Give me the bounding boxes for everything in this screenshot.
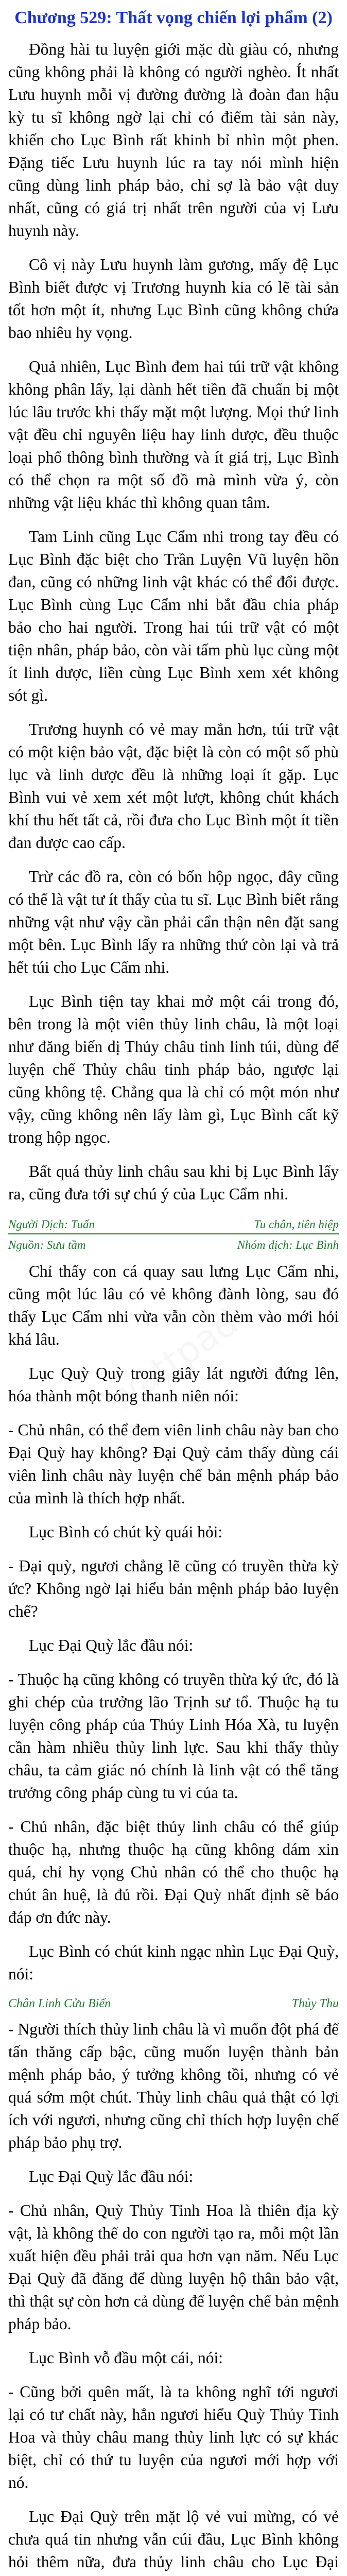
paragraph: - Đại quỳ, ngươi chẳng lẽ cũng có truyền thừa kỳ ức? Không ngờ lại hiểu bản mệnh pháp bảo luyện chế?: [8, 1557, 339, 1620]
paragraph: Cô vị này Lưu huynh làm gương, mấy đệ Lục Bình biết được vị Trương huynh kia có lẽ tài sản tốt hơn một ít, nhưng Lục Bình cũng không chứa bao nhiêu hy vọng.: [8, 256, 339, 342]
paragraph: Lục Đại Quỳ trên mặt lộ vẻ vui mừng, có vẻ chưa quá tin nhưng vẫn cúi đầu, Lục Bình không hỏi thêm nữa, đưa thủy linh châu cho Lục Đại: [8, 2507, 339, 2571]
paragraph: Quả nhiên, Lục Bình đem hai túi trữ vật không không phân lấy, lại dành hết tiền đã chuẩn bị một lúc lâu trước khi thấy mặt một lượng. Mọi thứ linh vật đều chỉ nguyên liệu hay linh dược, đều thuộc loại phổ thông bình thường và ít giá trị, Lục Bình có thể chọn ra một số đồ mà mình vừa ý, còn những vật liệu khác thì không quan tâm.: [8, 358, 339, 512]
paragraph: Lục Đại Quỳ lắc đầu nói:: [29, 1636, 194, 1654]
paragraph: Lục Bình có chút kinh ngạc nhìn Lục Đại Quỳ, nói:: [8, 1942, 339, 1983]
paragraph: - Cũng bởi quên mất, là ta không nghĩ tới ngươi lại có tư chất này, hẳn ngươi hiểu Quỳ Thủy Tinh Hoa và thủy châu mang thủy linh lực có sự khác biệt, chỉ có thứ tu luyện của ngươi mới hợp với nó.: [8, 2383, 339, 2492]
paragraph: Chỉ thấy con cá quay sau lưng Lục Cẩm nhi, cũng một lúc lâu có vẻ không đành lòng, sau đó thấy Lục Cẩm nhi vừa vẫn còn thèm vào mới hỏi khá lâu.: [8, 1262, 339, 1348]
paragraph: Lục Bình tiện tay khai mở một cái trong đó, bên trong là một viên thủy linh châu, là một loại như đăng biến dị Thủy châu tinh linh túi, dùng để luyện chế Thủy châu tinh pháp bảo, ngược lại cũng không tệ. Chẳng qua là chỉ có một món như vậy, cũng không nên lấy làm gì, Lục Bình cất kỹ trong hộp ngọc.: [8, 992, 339, 1146]
paragraph: Đồng hài tu luyện giới mặc dù giàu có, nhưng cũng không phải là không có người nghèo. Ít nhất Lưu huynh mỗi vị đường đường là đoàn đan hậu kỳ tu sĩ không ngờ lại chỉ có điểm tài sản này, khiến cho Lục Bình rất khinh bỉ nhìn một phen. Đặng tiếc Lưu huynh lúc ra tay nói mình hiện cũng dùng linh pháp bảo, chỉ sợ là bảo vật duy nhất, cũng có giá trị nhất trên người của vị Lưu huynh này.: [8, 40, 339, 240]
book-author: Thủy Thu: [291, 1997, 339, 2010]
paragraph: Lục Đại Quỳ lắc đầu nói:: [29, 2167, 194, 2185]
paragraph: Trừ các đồ ra, còn có bốn hộp ngọc, đây cũng có thể là vật tư ít thấy của tu sĩ. Lục Bình biết rằng những vật như vậy cần phải cẩn thận nên đặt sang một bên. Lục Bình lấy ra những thứ còn lại và trả hết túi cho Lục Cẩm nhi.: [8, 868, 339, 976]
paragraph: - Chủ nhân, đặc biệt thủy linh châu có thể giúp thuộc hạ, nhưng thuộc hạ cũng không dám xin quá, chỉ hy vọng Chủ nhân có thể cho thuộc hạ chút ân huệ, là đủ rồi. Đại Quỳ nhất định sẽ báo đáp ơn đức này.: [8, 1818, 339, 1926]
paragraph: - Chủ nhân, Quỳ Thủy Tinh Hoa là thiên địa kỳ vật, là không thể do con người tạo ra, mỗi một lần xuất hiện đều phải trải qua hơn vạn năm. Nếu Lục Đại Quỳ đã đăng để dùng luyện hộ thân bảo vật, thì thật sự còn hơn cả dùng để luyện chế bản mệnh pháp bảo.: [8, 2201, 339, 2333]
source-credit: Nguồn: Sưu tầm: [8, 1239, 86, 1251]
credits-top: [8, 1217, 339, 1234]
paragraph: Bất quá thủy linh châu sau khi bị Lục Bình lấy ra, cũng đưa tới sự chú ý của Lục Cẩm nhi.: [8, 1162, 339, 1203]
paragraph: Lục Bình vỗ đầu một cái, nói:: [29, 2349, 223, 2367]
book-title: Chân Linh Cửu Biến: [8, 1997, 111, 2010]
chapter-title: Chương 529: Thất vọng chiến lợi phẩm (2): [14, 8, 333, 27]
translator-credit: Người Dịch: Tuấn: [8, 1218, 95, 1231]
book-credits: [8, 1997, 339, 2011]
section-b: [8, 1260, 339, 1986]
section-a: [8, 38, 339, 1206]
paragraph: Lục Bình có chút kỳ quái hỏi:: [29, 1523, 223, 1541]
paragraph: Tam Linh cũng Lục Cẩm nhi trong tay đều có Lục Bình đặc biệt cho Trần Luyện Vũ luyện hồn đan, cũng có những linh vật khác có thể đổi được. Lục Bình cùng Lục Cẩm nhi bắt đầu chia pháp bảo cho hai người. Trong hai túi trữ vật có một tiện nhân, pháp bảo, còn vài tấm phù lục cùng một ít linh dược, liền cùng Lục Bình xem xét không sót gì.: [8, 528, 339, 704]
credits-sub: [8, 1238, 339, 1253]
paragraph: Lục Quỳ Quỳ trong giây lát người đứng lên, hóa thành một bóng thanh niên nói:: [8, 1364, 339, 1405]
paragraph: - Thuộc hạ cũng không có truyền thừa ký ức, đó là ghi chép của trưởng lão Trịnh sư tổ. Thuộc hạ tu luyện công pháp của Thủy Linh Hóa Xà, tu luyện cần hàm nhiều thủy linh lực. Sau khi thấy thủy châu, ta cảm giác nó chính là linh vật có thể tăng trưởng công pháp cùng tu vi của ta.: [8, 1670, 339, 1802]
section-c: [8, 2018, 339, 2576]
paragraph: - Người thích thủy linh châu là vì muốn đột phá để tấn thăng cấp bậc, cũng muốn luyện thành bản mệnh pháp bảo, ý tưởng không tồi, nhưng có vẻ quá sớm một chút. Thủy linh châu quả thật có lợi ích với ngươi, nhưng cũng chỉ thích hợp luyện chế pháp bảo phụ trợ.: [8, 2020, 339, 2151]
paragraph: Trương huynh có vẻ may mắn hơn, túi trữ vật có một kiện bảo vật, đặc biệt là còn có một số phù lục và linh dược đều là những loại ít gặp. Lục Bình vui vẻ xem xét một lượt, không chút khách khí thu hết tất cả, rồi đưa cho Lục Bình một ít tiền đan dược cao cấp.: [8, 720, 339, 852]
paragraph: - Chủ nhân, có thể đem viên linh châu này ban cho Đại Quỳ hay không? Đại Quỳ cảm thấy dùng cái viên linh châu này luyện chế bản mệnh pháp bảo của mình là thích hợp nhất.: [8, 1421, 339, 1507]
genre-credit: Tu chân, tiên hiệp: [254, 1218, 339, 1231]
team-credit: Nhóm dịch: Lục Bình: [237, 1239, 339, 1251]
